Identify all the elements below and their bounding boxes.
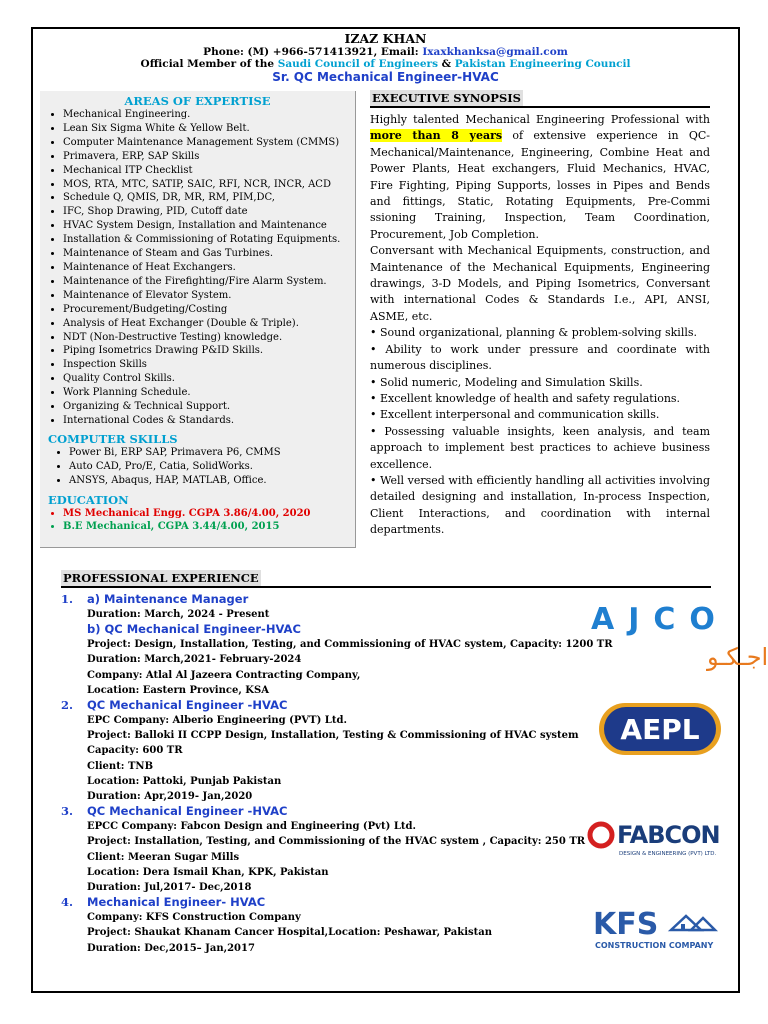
education-heading: EDUCATION — [48, 492, 129, 507]
job-detail: Client: Meeran Sugar Mills — [87, 851, 240, 863]
expertise-item: • Installation & Commissioning of Rotating Equipments. — [63, 233, 355, 247]
expertise-item: • Organizing & Technical Support. — [63, 400, 355, 414]
education-item-be: • B.E Mechanical, CGPA 3.44/4.00, 2015 — [63, 520, 355, 534]
expertise-item: • Analysis of Heat Exchanger (Double & Triple). — [63, 317, 355, 331]
job-detail: Project: Shaukat Khanam Cancer Hospital,Location: Peshawar, Pakistan — [87, 927, 492, 939]
experience-rule — [61, 567, 711, 588]
job-detail: Company: Atlal Al Jazeera Contracting Company, — [87, 669, 361, 681]
expertise-item: • IFC, Shop Drawing, PID, Cutoff date — [63, 205, 355, 219]
synopsis-bullet: • Possessing valuable insights, keen analysis, and team approach to implement best practices to achieve business excellence. — [370, 424, 710, 471]
expertise-item: • Inspection Skills — [63, 358, 355, 372]
computer-skill-item: • Auto CAD, Pro/E, Catia, SolidWorks. — [69, 460, 355, 474]
expertise-item: • Procurement/Budgeting/Costing — [63, 303, 355, 317]
svg-text:KFS: KFS — [593, 907, 659, 942]
job-role: b) QC Mechanical Engineer-HVAC — [87, 622, 301, 637]
council-sce: Saudi Council of Engineers — [277, 58, 438, 70]
svg-text:AEPL: AEPL — [620, 713, 700, 746]
expertise-item: • Schedule Q, QMIS, DR, MR, RM, PIM,DC, — [63, 191, 355, 205]
job-role: QC Mechanical Engineer -HVAC — [87, 698, 288, 713]
education-list — [40, 507, 355, 535]
kfs-logo — [591, 902, 731, 952]
email-link[interactable]: Ixaxkhanksa@gmail.com — [422, 46, 568, 58]
expertise-list — [40, 108, 355, 428]
synopsis-bullet: • Excellent interpersonal and communication skills. — [370, 408, 660, 422]
expertise-item: • Maintenance of Elevator System. — [63, 289, 355, 303]
council-pec: Pakistan Engineering Council — [454, 58, 631, 70]
computer-skill-item: • ANSYS, Abaqus, HAP, MATLAB, Office. — [69, 474, 355, 488]
job-detail: EPCC Company: Fabcon Design and Engineering (Pvt) Ltd. — [87, 821, 416, 833]
kfs-logo-graphic — [591, 902, 731, 952]
expertise-item: • HVAC System Design, Installation and Maintenance — [63, 219, 355, 233]
job-detail: Location: Pattoki, Punjab Pakistan — [87, 775, 282, 787]
synopsis-bullet: • Sound organizational, planning & problem-solving skills. — [370, 326, 698, 340]
computer-skill-item: • Power Bi, ERP SAP, Primavera P6, CMMS — [69, 446, 355, 460]
expertise-item: • International Codes & Standards. — [63, 414, 355, 428]
executive-synopsis — [370, 87, 710, 539]
job-detail: Project: Installation, Testing, and Commissioning of the HVAC system , Capacity: 250 TR — [87, 836, 586, 848]
contact-line — [33, 46, 738, 58]
fabcon-logo — [589, 813, 729, 863]
synopsis-para2: Conversant with Mechanical Equipments, construction, and Maintenance of the Mechanical Equipments, Engineering drawings, 3-D Models, and Piping Isometrics, Conversant with international Codes & Standards I.e., API, ANSI, ASME, etc. — [370, 244, 710, 323]
expertise-item: • Quality Control Skills. — [63, 372, 355, 386]
job-number: 4. — [61, 895, 74, 910]
job-detail: Duration: Dec,2015– Jan,2017 — [87, 942, 255, 954]
expertise-heading: AREAS OF EXPERTISE — [124, 94, 271, 108]
expertise-item: • Mechanical Engineering. — [63, 108, 355, 122]
expertise-item: • Maintenance of Heat Exchangers. — [63, 261, 355, 275]
job-number: 1. — [61, 592, 74, 606]
synopsis-bullets — [370, 325, 710, 538]
expertise-item: • Maintenance of Steam and Gas Turbines. — [63, 247, 355, 261]
job-number: 3. — [61, 804, 74, 819]
ajco-logo — [589, 601, 768, 671]
job-role: Mechanical Engineer- HVAC — [87, 895, 266, 910]
synopsis-heading: EXECUTIVE SYNOPSIS — [372, 91, 521, 105]
synopsis-bullet: • Solid numeric, Modeling and Simulation Skills. — [370, 375, 643, 389]
phone-text: Phone: (M) +966-571413921, Email: — [203, 46, 423, 58]
synopsis-bullet: • Excellent knowledge of health and safety regulations. — [370, 391, 681, 405]
computer-skills-list — [40, 446, 355, 488]
ajco-logo-graphic — [589, 601, 768, 671]
synopsis-rule — [370, 87, 710, 108]
resume-header — [33, 31, 738, 85]
intro-highlight: more than 8 years — [370, 129, 503, 143]
job-detail: Duration: March, 2024 - Present — [87, 609, 270, 620]
synopsis-body — [370, 112, 710, 539]
job-detail: Company: KFS Construction Company — [87, 912, 301, 924]
job-detail: Location: Dera Ismail Khan, KPK, Pakistan — [87, 866, 329, 878]
resume-page — [31, 27, 768, 993]
expertise-item: • Work Planning Schedule. — [63, 386, 355, 400]
education-item-ms: • MS Mechanical Engg. CGPA 3.86/4.00, 2020 — [63, 507, 355, 521]
svg-text:CONSTRUCTION COMPANY: CONSTRUCTION COMPANY — [595, 941, 714, 950]
amp-text: & — [438, 58, 455, 70]
job-detail: EPC Company: Alberio Engineering (PVT) Ltd. — [87, 715, 347, 727]
expertise-item: • NDT (Non-Destructive Testing) knowledge. — [63, 331, 355, 345]
member-prefix: Official Member of the — [140, 58, 278, 70]
svg-text:AJCO: AJCO — [591, 602, 729, 637]
job-title: Sr. QC Mechanical Engineer-HVAC — [272, 70, 499, 84]
job-role: QC Mechanical Engineer -HVAC — [87, 804, 288, 819]
job-detail: Capacity: 600 TR — [87, 745, 183, 757]
synopsis-bullet: • Well versed with efficiently handling all activities involving detailed designing and installation, In-process Inspection, Client Interactions, and coordination with internal departments. — [370, 473, 710, 537]
job-number: 2. — [61, 698, 74, 713]
expertise-panel — [40, 91, 356, 548]
aepl-logo — [595, 701, 725, 757]
svg-text:FABCON: FABCON — [617, 821, 720, 849]
job-detail: Project: Design, Installation, Testing, and Commissioning of HVAC system, Capacity: 1200 TR — [87, 639, 613, 651]
intro-post: of extensive experience in QC-Mechanical/Maintenance, Engineering, Combine Heat and Power Plants, Heat exchangers, Fluid Mechanics, HVAC, Fire Fighting, Piping Supports, losses in Pipes and Bends and fittings, Static, Rotating Equipments, Pre-Commi ssioning Training, Inspection, Team Coordination, Procurement, Job Completion. — [370, 129, 711, 241]
job-detail: Location: Eastern Province, KSA — [87, 684, 269, 696]
membership-line — [33, 58, 738, 70]
job-detail: Client: TNB — [87, 760, 154, 772]
expertise-item: • Piping Isometrics Drawing P&ID Skills. — [63, 344, 355, 358]
svg-text:اجـكـو: اجـكـو — [707, 643, 768, 671]
intro-pre: Highly talented Mechanical Engineering Professional with — [370, 113, 710, 126]
job-detail: Duration: Jul,2017- Dec,2018 — [87, 882, 252, 894]
job-detail: Duration: Apr,2019- Jan,2020 — [87, 791, 253, 803]
svg-text:DESIGN & ENGINEERING (PVT) LTD: DESIGN & ENGINEERING (PVT) LTD. — [619, 851, 717, 857]
job-detail: Project: Balloki II CCPP Design, Installation, Testing & Commissioning of HVAC system — [87, 730, 579, 742]
fabcon-logo-graphic — [589, 813, 729, 863]
synopsis-intro — [370, 112, 710, 243]
job-detail: Duration: March,2021- February-2024 — [87, 654, 302, 666]
aepl-logo-graphic — [595, 701, 725, 757]
expertise-item: • MOS, RTA, MTC, SATIP, SAIC, RFI, NCR, INCR, ACD — [63, 178, 355, 192]
experience-heading: PROFESSIONAL EXPERIENCE — [63, 571, 259, 585]
synopsis-bullet: • Ability to work under pressure and coordinate with numerous disciplines. — [370, 342, 710, 373]
job-role: a) Maintenance Manager — [87, 592, 249, 606]
expertise-item: • Computer Maintenance Management System (CMMS) — [63, 136, 355, 150]
expertise-item: • Mechanical ITP Checklist — [63, 164, 355, 178]
expertise-item: • Lean Six Sigma White & Yellow Belt. — [63, 122, 355, 136]
candidate-name: IZAZ KHAN — [344, 31, 427, 46]
computer-skills-heading: COMPUTER SKILLS — [48, 431, 178, 446]
expertise-item: • Primavera, ERP, SAP Skills — [63, 150, 355, 164]
expertise-item: • Maintenance of the Firefighting/Fire Alarm System. — [63, 275, 355, 289]
